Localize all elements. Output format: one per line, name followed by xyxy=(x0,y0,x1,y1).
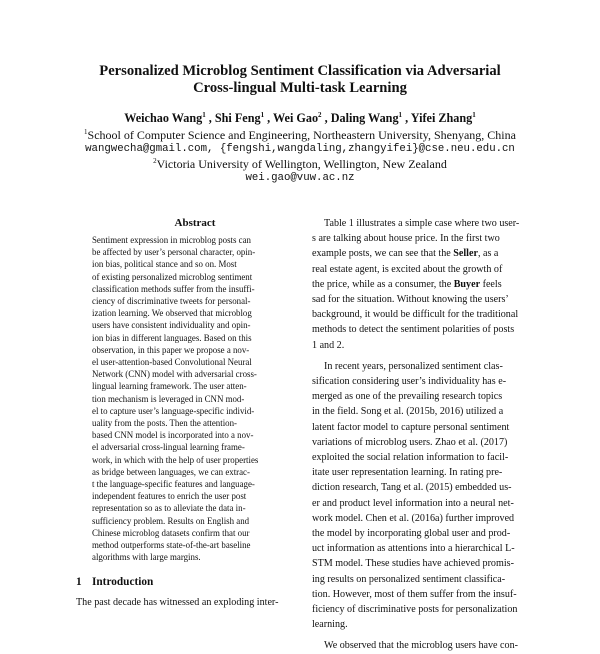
author-name: Shi Feng xyxy=(214,111,261,125)
text-run: s are talking about house price. In the first two xyxy=(312,233,500,245)
affiliation-2 xyxy=(0,157,600,172)
abstract-line: ion bias, political stance and so on. Most xyxy=(92,259,237,270)
text-run: 1 and 2. xyxy=(312,339,345,351)
text-run: background, it would be difficult for the traditional xyxy=(312,309,519,321)
author-sup: 1 xyxy=(472,110,476,119)
paragraph-line: work model. Chen et al. (2016a) further improved xyxy=(312,512,515,524)
text-run: Table 1 illustrates a simple case where two user- xyxy=(324,218,520,229)
paragraph-line: sification considering user’s individuality has e- xyxy=(312,376,507,388)
paragraph-line: latent factor model to capture personal sentiment xyxy=(312,421,510,433)
section-title: Introduction xyxy=(92,576,154,589)
bold-term: Seller xyxy=(453,248,478,260)
abstract-line: method outperforms state-of-the-art baseline xyxy=(92,540,251,551)
intro-first-line: The past decade has witnessed an exploding inter- xyxy=(76,597,279,609)
abstract-line: Sentiment expression in microblog posts can xyxy=(92,235,251,245)
paragraph-line: the model by incorporating global user and prod- xyxy=(312,528,511,540)
paragraph-1 xyxy=(312,216,527,353)
paper-title xyxy=(0,63,600,97)
paragraph-line: merged as one of the prevailing research topics xyxy=(312,391,503,403)
abstract-line: lingual learning framework. The user atten- xyxy=(92,381,247,392)
abstract-line: as bridge between languages, we can extrac- xyxy=(92,466,250,477)
author-list: Weichao Wang$^1$ , Shi Feng$^1$ , Wei Gao$^2$ , Daling Wang$^1$ , Yifei Zhang$^1$ xyxy=(124,110,476,125)
paragraph-line: tion. However, most of them suffer from the insuf- xyxy=(312,588,517,600)
author-sup: 1 xyxy=(398,110,403,119)
paragraph-line: er and product level information into a neural net- xyxy=(312,497,514,509)
abstract-line: representation so as to alleviate the data in- xyxy=(92,503,246,514)
paragraph-line xyxy=(312,322,527,337)
title-line-2: Cross-lingual Multi-task Learning xyxy=(193,80,407,96)
paragraph-line: STM model. These studies have achieved promis- xyxy=(312,558,514,570)
paragraph-line xyxy=(312,262,527,277)
bold-term: Buyer xyxy=(453,278,481,290)
paragraph-line: ing results on personalized sentiment classifica- xyxy=(312,573,506,585)
abstract-line: classification methods suffer from the insuffi- xyxy=(92,283,255,294)
paragraph-line xyxy=(312,216,527,231)
paragraph-line: ficiency of discriminative posts for personalization xyxy=(312,604,518,616)
author-sup: 1 xyxy=(260,110,265,119)
affiliation-1-sup: 1 xyxy=(84,127,88,136)
abstract-line: users have consistent individuality and opin- xyxy=(92,320,251,331)
affiliation-1-text: School of Computer Science and Engineering, Northeastern University, Shenyang, China xyxy=(87,127,516,142)
abstract-line: el to capture user’s language-specific individ- xyxy=(92,405,255,416)
paragraph-line: diction research, Tang et al. (2015) embedded us- xyxy=(312,482,512,494)
abstract-line: Network (CNN) model with adversarial cross- xyxy=(92,369,257,380)
abstract-line: el user-attention-based Convolutional Neural xyxy=(92,357,252,368)
left-column xyxy=(76,216,300,611)
abstract-line: tion mechanism is leveraged in CNN mod- xyxy=(92,393,245,404)
abstract-line: ion bias in different languages. Based on this xyxy=(92,332,252,343)
paragraph-2 xyxy=(312,359,527,633)
abstract-heading: Abstract xyxy=(174,217,216,229)
paragraph-line xyxy=(312,246,527,261)
text-run: example posts, we can see that the xyxy=(312,248,454,260)
text-run: real estate agent, is excited about the growth of xyxy=(312,263,503,275)
paragraph-line: itate user representation learning. In rating pre- xyxy=(312,467,503,479)
affiliation-1 xyxy=(0,128,600,143)
paragraph-line xyxy=(312,277,527,292)
text-run: , as a xyxy=(477,248,499,260)
abstract-line: el adversarial cross-lingual learning frame- xyxy=(92,442,245,453)
right-column xyxy=(312,216,527,654)
abstract-line: ciency of discriminative tweets for personal- xyxy=(92,296,251,307)
abstract-line: algorithms with large margins. xyxy=(92,552,201,563)
abstract-line: work, in which with the help of user properties xyxy=(92,454,259,465)
authors-block xyxy=(0,111,600,186)
paragraph-line xyxy=(312,292,527,307)
abstract-line: ization learning. We observed that microblog xyxy=(92,308,252,319)
text-run: the price, while as a consumer, the xyxy=(312,278,454,290)
paragraph-line: exploited the social relation information to facil- xyxy=(312,452,509,464)
section-heading-introduction xyxy=(76,575,300,589)
paragraph-line: in the field. Song et al. (2015b, 2016) utilized a xyxy=(312,406,504,418)
title-line-1: Personalized Microblog Sentiment Classification via Adversarial xyxy=(99,63,501,79)
paragraph-line: uct information as attentions into a hierarchical L- xyxy=(312,543,515,555)
author-name: Daling Wang xyxy=(330,111,399,125)
paragraph-line: In recent years, personalized sentiment clas- xyxy=(324,360,503,372)
text-run: methods to detect the sentiment polarities of posts xyxy=(312,324,515,336)
abstract-line: observation, in this paper we propose a nov- xyxy=(92,344,250,355)
section-number: 1 xyxy=(76,576,82,589)
paragraph-line xyxy=(312,338,527,353)
abstract-line: sufficiency problem. Results on English and xyxy=(92,515,250,526)
abstract-line: Chinese microblog datasets confirm that our xyxy=(92,527,250,538)
text-run: sad for the situation. Without knowing the users’ xyxy=(312,294,509,306)
paragraph-line: variations of microblog users. Zhao et al. (2017) xyxy=(312,436,508,448)
paragraph-line: learning. xyxy=(312,619,348,631)
affiliation-2-sup: 2 xyxy=(153,156,157,165)
email-2: wei.gao@vuw.ac.nz xyxy=(245,172,355,184)
text-run: feels xyxy=(480,278,502,290)
author-sup: 1 xyxy=(202,110,206,119)
author-name: Wei Gao xyxy=(273,111,319,125)
abstract-line: independent features to enrich the user post xyxy=(92,491,247,502)
abstract-line: t the language-specific features and language- xyxy=(92,479,255,490)
abstract-line: based CNN model is incorporated into a nov- xyxy=(92,430,254,441)
author-sup: 2 xyxy=(318,110,322,119)
abstract-line: uality from the posts. Then the attention- xyxy=(92,418,238,429)
affiliation-2-text: Victoria University of Wellington, Wellington, New Zealand xyxy=(156,156,447,171)
paragraph-line xyxy=(312,307,527,322)
emails-1: wangwecha@gmail.com, {fengshi,wangdaling,zhangyifei}@cse.neu.edu.cn xyxy=(85,143,515,155)
author-name: Weichao Wang xyxy=(124,111,203,125)
paragraph-line xyxy=(312,231,527,246)
abstract-line: be affected by user’s personal character, opin- xyxy=(92,247,256,258)
abstract-line: of existing personalized microblog sentiment xyxy=(92,271,253,282)
paragraph-3-first-line: We observed that the microblog users have con- xyxy=(324,640,518,652)
abstract-body xyxy=(90,234,300,563)
author-name: Yifei Zhang xyxy=(410,111,473,125)
